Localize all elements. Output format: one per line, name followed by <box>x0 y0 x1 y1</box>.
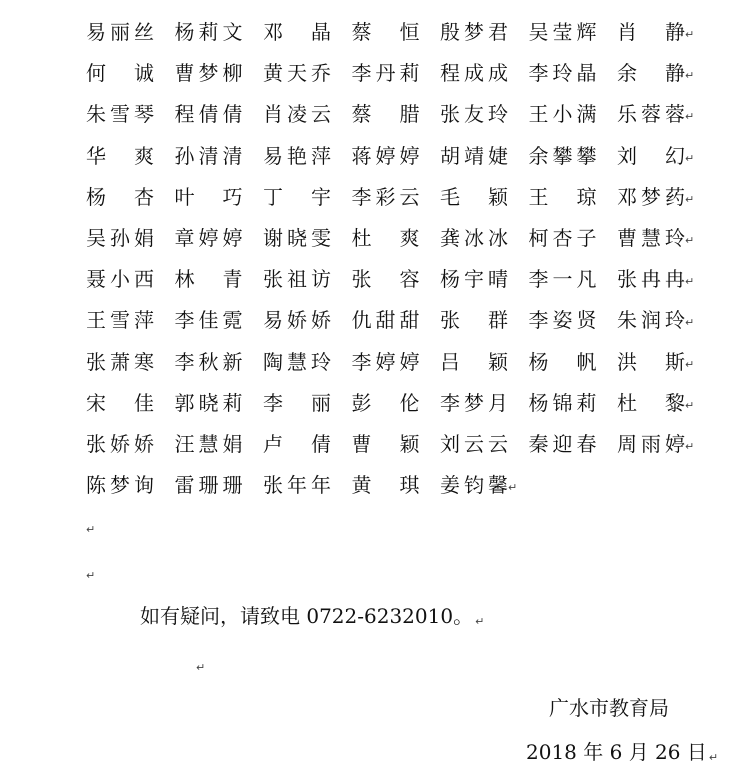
paragraph-mark: ↵ <box>685 69 695 83</box>
person-name: 杜 爽 <box>351 226 420 250</box>
person-name: 杨宇晴 <box>440 267 508 292</box>
person-name: 吴莹辉 <box>528 20 597 44</box>
person-name: 邓 晶 <box>263 20 331 44</box>
name-row <box>86 140 706 172</box>
person-name: 郭晓莉 <box>174 390 243 415</box>
person-name: 姜钧馨 <box>440 473 508 498</box>
person-name: 易艳萍 <box>263 143 331 168</box>
person-name: 王雪萍 <box>86 308 154 333</box>
contact-line <box>140 600 484 632</box>
paragraph-mark: ↵ <box>685 275 695 289</box>
paragraph-mark: ↵ <box>475 615 485 628</box>
person-name: 杨 帆 <box>528 349 597 374</box>
paragraph-mark: ↵ <box>685 316 695 330</box>
name-row <box>86 222 706 254</box>
person-name: 华 爽 <box>86 143 154 168</box>
person-name: 张年年 <box>263 473 331 498</box>
person-name: 刘 幻 <box>617 143 685 168</box>
person-name: 宋 佳 <box>86 390 154 415</box>
person-name: 李彩云 <box>351 184 420 209</box>
person-name: 殷梦君 <box>440 20 508 44</box>
person-name: 张冉冉 <box>617 267 685 292</box>
person-name: 蔡 腊 <box>351 102 420 127</box>
paragraph-mark: ↵ <box>685 357 695 371</box>
person-name: 陶慧玲 <box>263 349 331 374</box>
person-name: 张 容 <box>351 267 420 292</box>
person-name: 胡靖婕 <box>440 143 508 168</box>
signature-org: 广水市教育局 <box>549 696 669 720</box>
person-name: 李丹莉 <box>351 61 420 86</box>
name-row <box>86 469 706 501</box>
paragraph-mark: ↵ <box>196 661 206 674</box>
person-name: 程成成 <box>440 61 508 86</box>
signature-date: 2018 年 6 月 26 日 <box>526 740 707 764</box>
name-row <box>86 181 706 213</box>
person-name: 卢 倩 <box>263 432 331 456</box>
person-name: 陈梦询 <box>86 473 154 498</box>
person-name: 余 静 <box>617 61 685 86</box>
paragraph-mark: ↵ <box>708 751 719 764</box>
person-name: 朱润玲 <box>617 308 685 333</box>
paragraph-mark: ↵ <box>685 398 695 412</box>
person-name: 孙清清 <box>174 143 243 168</box>
paragraph-mark: ↵ <box>86 523 96 536</box>
person-name: 毛 颖 <box>440 184 508 209</box>
person-name: 叶 巧 <box>174 184 243 209</box>
person-name: 蔡 恒 <box>351 20 420 44</box>
person-name: 王 琼 <box>528 184 597 209</box>
person-name: 吴孙娟 <box>86 226 154 250</box>
person-name: 李佳霓 <box>174 308 243 333</box>
person-name: 龚冰冰 <box>440 226 508 250</box>
person-name: 林 青 <box>174 267 243 292</box>
paragraph-mark: ↵ <box>685 234 695 247</box>
signature-date-line <box>526 736 718 768</box>
person-name: 杨锦莉 <box>528 390 597 415</box>
person-name: 李婷婷 <box>351 349 420 374</box>
person-name: 李梦月 <box>440 390 508 415</box>
person-name: 蒋婷婷 <box>351 143 420 168</box>
person-name: 余攀攀 <box>528 143 597 168</box>
person-name: 杨莉文 <box>174 20 243 44</box>
paragraph-mark: ↵ <box>685 28 695 41</box>
name-row <box>86 98 706 130</box>
person-name: 黄天乔 <box>263 61 331 86</box>
person-name: 程倩倩 <box>174 102 243 127</box>
person-name: 朱雪琴 <box>86 102 154 127</box>
person-name: 李姿贤 <box>528 308 597 333</box>
name-row <box>86 387 706 419</box>
name-row <box>86 16 706 48</box>
paragraph-mark: ↵ <box>685 192 695 206</box>
person-name: 丁 宇 <box>263 184 331 209</box>
paragraph-mark: ↵ <box>508 481 518 495</box>
person-name: 曹梦柳 <box>174 61 243 86</box>
person-name: 张萧寒 <box>86 349 154 374</box>
person-name: 肖凌云 <box>263 102 331 127</box>
person-name: 张祖访 <box>263 267 331 292</box>
person-name: 肖 静 <box>617 20 685 44</box>
person-name: 吕 颖 <box>440 349 508 374</box>
person-name: 杜 黎 <box>617 390 685 415</box>
person-name: 谢晓雯 <box>263 226 331 250</box>
person-name: 聂小西 <box>86 267 154 292</box>
person-name: 李玲晶 <box>528 61 597 86</box>
person-name: 李一凡 <box>528 267 597 292</box>
paragraph-mark: ↵ <box>685 440 695 453</box>
contact-text: 如有疑问，请致电 0722-6232010。 <box>140 604 474 628</box>
person-name: 刘云云 <box>440 432 508 456</box>
person-name: 洪 斯 <box>617 349 685 374</box>
person-name: 乐蓉蓉 <box>617 102 685 127</box>
person-name: 周雨婷 <box>617 432 685 456</box>
paragraph-mark: ↵ <box>685 151 695 165</box>
person-name: 柯杏子 <box>528 226 597 250</box>
person-name: 汪慧娟 <box>174 432 243 456</box>
name-row <box>86 304 706 336</box>
person-name: 张友玲 <box>440 102 508 127</box>
person-name: 王小满 <box>528 102 597 127</box>
paragraph-mark: ↵ <box>685 110 695 124</box>
person-name: 秦迎春 <box>528 432 597 456</box>
name-row <box>86 263 706 295</box>
person-name: 李 丽 <box>263 390 331 415</box>
person-name: 黄 琪 <box>351 473 420 498</box>
person-name: 张 群 <box>440 308 508 333</box>
person-name: 李秋新 <box>174 349 243 374</box>
person-name: 何 诚 <box>86 61 154 86</box>
person-name: 杨 杏 <box>86 184 154 209</box>
person-name: 易娇娇 <box>263 308 331 333</box>
name-row <box>86 57 706 89</box>
person-name: 易丽丝 <box>86 20 154 44</box>
person-name: 彭 伦 <box>351 390 420 415</box>
person-name: 曹 颖 <box>351 432 420 456</box>
person-name: 邓梦药 <box>617 184 685 209</box>
person-name: 雷珊珊 <box>174 473 243 498</box>
name-row <box>86 346 706 378</box>
person-name: 章婷婷 <box>174 226 243 250</box>
name-row <box>86 428 706 460</box>
person-name: 张娇娇 <box>86 432 154 456</box>
person-name: 仇甜甜 <box>351 308 420 333</box>
paragraph-mark: ↵ <box>86 569 96 582</box>
person-name: 曹慧玲 <box>617 226 685 250</box>
